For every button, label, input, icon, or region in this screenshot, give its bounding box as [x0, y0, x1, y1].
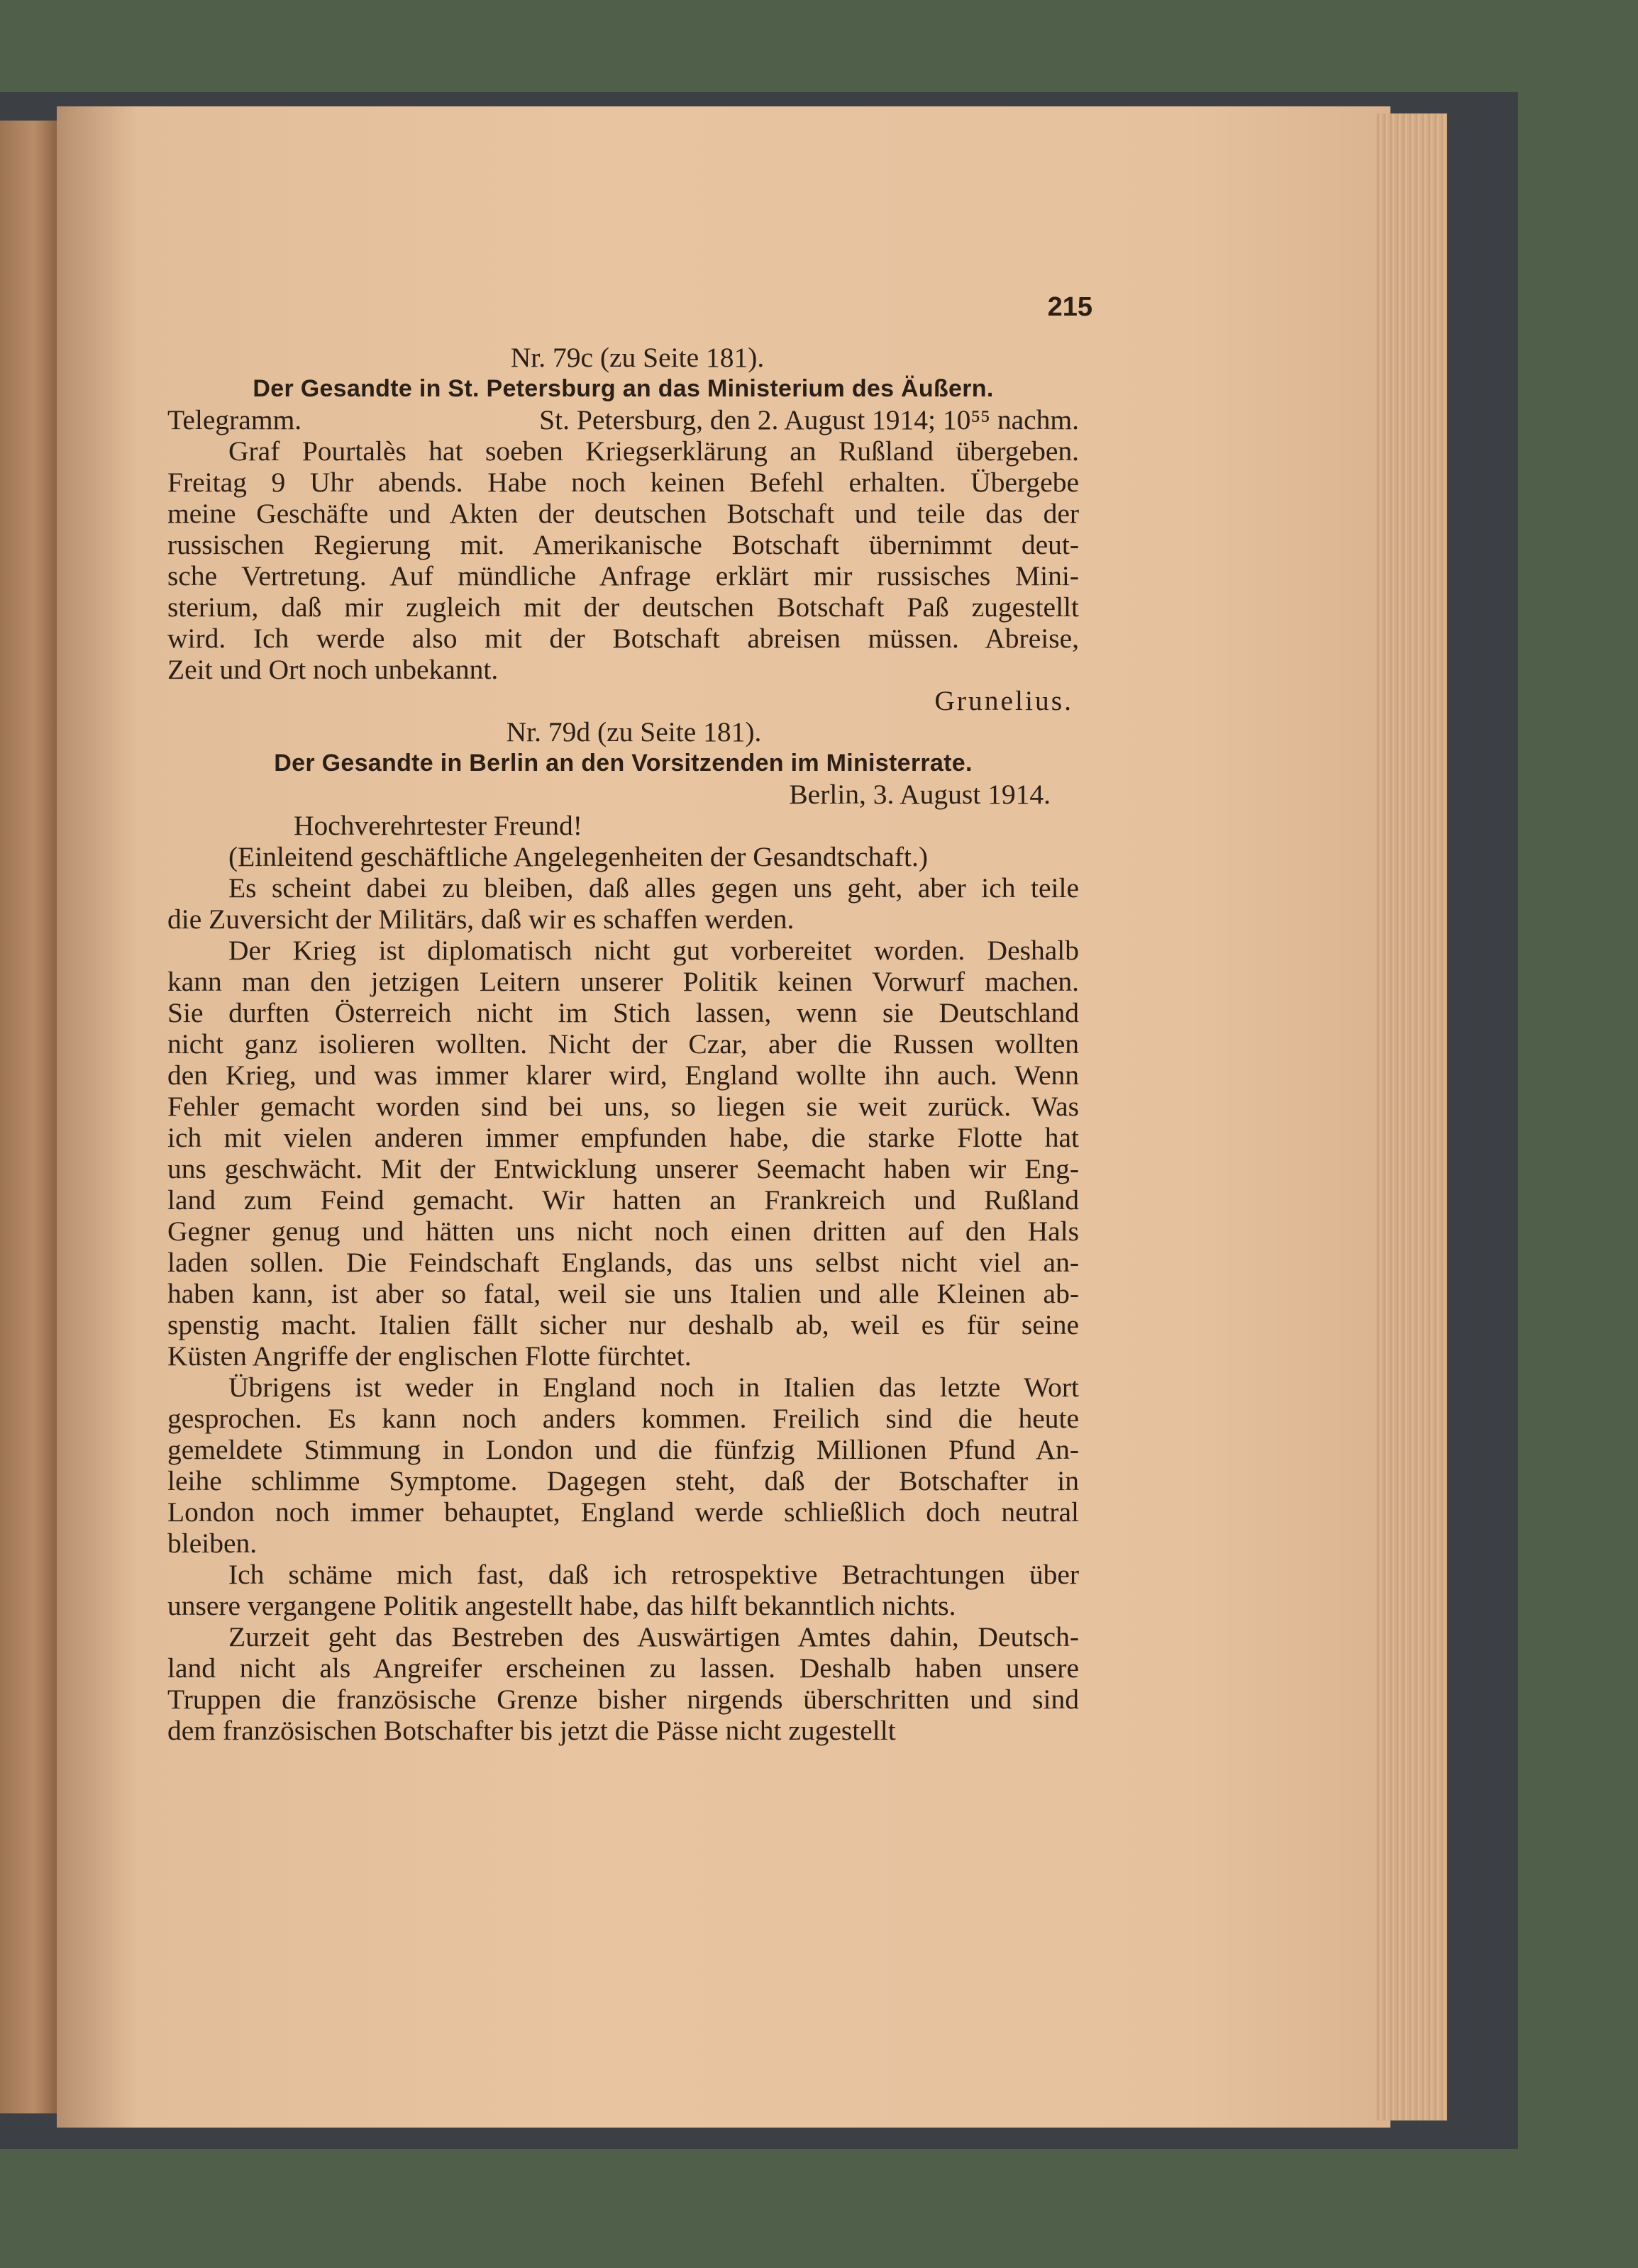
doc2-heading: Nr. 79d (zu Seite 181). — [506, 716, 762, 747]
doc2-salutation: Hochverehrtester Freund! — [294, 810, 582, 841]
left-page-edge — [0, 121, 57, 2113]
text-line: Truppen die französische Grenze bisher nirgends überschritten und sind — [167, 1684, 1079, 1715]
text-line: sche Vertretung. Auf mündliche Anfrage erklärt mir russisches Mini- — [167, 560, 1079, 591]
text-line: London noch immer behauptet, England werde schließlich doch neutral — [167, 1496, 1079, 1528]
text-line: die Zuversicht der Militärs, daß wir es schaffen werden. — [167, 904, 795, 935]
text-line: Freitag 9 Uhr abends. Habe noch keinen Befehl erhalten. Übergebe — [167, 467, 1079, 498]
doc2-body — [167, 841, 1079, 1746]
doc1-place-date: St. Petersburg, den 2. August 1914; 10⁵⁵ nachm. — [539, 404, 1079, 435]
text-line: Zurzeit geht das Bestreben des Auswärtigen Amtes dahin, Deutsch- — [228, 1621, 1079, 1652]
doc2-title: Der Gesandte in Berlin an den Vorsitzenden im Ministerrate. — [274, 750, 973, 777]
doc1-signature: Grunelius. — [934, 685, 1073, 716]
text-line: Küsten Angriffe der englischen Flotte fürchtet. — [167, 1340, 692, 1372]
text-line: (Einleitend geschäftliche Angelegenheiten der Gesandtschaft.) — [228, 841, 928, 872]
text-line: Ich schäme mich fast, daß ich retrospektive Betrachtungen über — [228, 1559, 1079, 1590]
text-line: unsere vergangene Politik angestellt habe, das hilft bekanntlich nichts. — [167, 1590, 956, 1621]
text-line: laden sollen. Die Feindschaft Englands, das uns selbst nicht viel an- — [167, 1247, 1079, 1278]
text-line: den Krieg, und was immer klarer wird, England wollte ihn auch. Wenn — [167, 1060, 1079, 1091]
text-line: gesprochen. Es kann noch anders kommen. Freilich sind die heute — [167, 1403, 1079, 1434]
text-line: Gegner genug und hätten uns nicht noch einen dritten auf den Hals — [167, 1216, 1079, 1247]
text-line: land zum Feind gemacht. Wir hatten an Frankreich und Rußland — [167, 1184, 1079, 1216]
doc1-title: Der Gesandte in St. Petersburg an das Ministerium des Äußern. — [253, 375, 994, 402]
text-line: Es scheint dabei zu bleiben, daß alles gegen uns geht, aber ich teile — [228, 872, 1079, 904]
page-text — [167, 284, 1079, 1746]
text-line: spenstig macht. Italien fällt sicher nur deshalb ab, weil es für seine — [167, 1309, 1079, 1340]
text-line: meine Geschäfte und Akten der deutschen Botschaft und teile das der — [167, 498, 1079, 529]
text-line: uns geschwächt. Mit der Entwicklung unserer Seemacht haben wir Eng- — [167, 1153, 1079, 1184]
text-line: russischen Regierung mit. Amerikanische Botschaft übernimmt deut- — [167, 529, 1079, 560]
text-line: Zeit und Ort noch unbekannt. — [167, 654, 499, 685]
text-line: ich mit vielen anderen immer empfunden habe, die starke Flotte hat — [167, 1122, 1079, 1153]
text-line: Graf Pourtalès hat soeben Kriegserklärung an Rußland übergeben. — [228, 435, 1079, 467]
text-line: kann man den jetzigen Leitern unserer Politik keinen Vorwurf machen. — [167, 966, 1079, 997]
text-line: gemeldete Stimmung in London und die fünfzig Millionen Pfund An- — [167, 1434, 1079, 1465]
doc1-type: Telegramm. — [167, 404, 302, 435]
text-line: Der Krieg ist diplomatisch nicht gut vorbereitet worden. Deshalb — [228, 935, 1079, 966]
text-line: land nicht als Angreifer erscheinen zu lassen. Deshalb haben unsere — [167, 1652, 1079, 1684]
text-line: nicht ganz isolieren wollten. Nicht der Czar, aber die Russen wollten — [167, 1028, 1079, 1060]
text-line: Übrigens ist weder in England noch in Italien das letzte Wort — [228, 1372, 1079, 1403]
page-number: 215 — [1047, 292, 1092, 322]
doc1-heading: Nr. 79c (zu Seite 181). — [510, 342, 765, 373]
text-line: dem französischen Botschafter bis jetzt die Pässe nicht zugestellt — [167, 1715, 896, 1746]
text-line: Sie durften Österreich nicht im Stich lassen, wenn sie Deutschland — [167, 997, 1079, 1028]
text-line: haben kann, ist aber so fatal, weil sie uns Italien und alle Kleinen ab- — [167, 1278, 1079, 1309]
doc1-body — [167, 435, 1079, 685]
doc1-meta — [167, 404, 1079, 435]
text-line: bleiben. — [167, 1528, 258, 1559]
text-line: wird. Ich werde also mit der Botschaft abreisen müssen. Abreise, — [167, 623, 1079, 654]
text-line: Fehler gemacht worden sind bei uns, so liegen sie weit zurück. Was — [167, 1091, 1079, 1122]
doc2-place-date: Berlin, 3. August 1914. — [789, 779, 1051, 810]
text-line: leihe schlimme Symptome. Dagegen steht, daß der Botschafter in — [167, 1465, 1079, 1496]
page-stack-edges — [1376, 113, 1447, 2120]
text-line: sterium, daß mir zugleich mit der deutschen Botschaft Paß zugestellt — [167, 591, 1079, 623]
